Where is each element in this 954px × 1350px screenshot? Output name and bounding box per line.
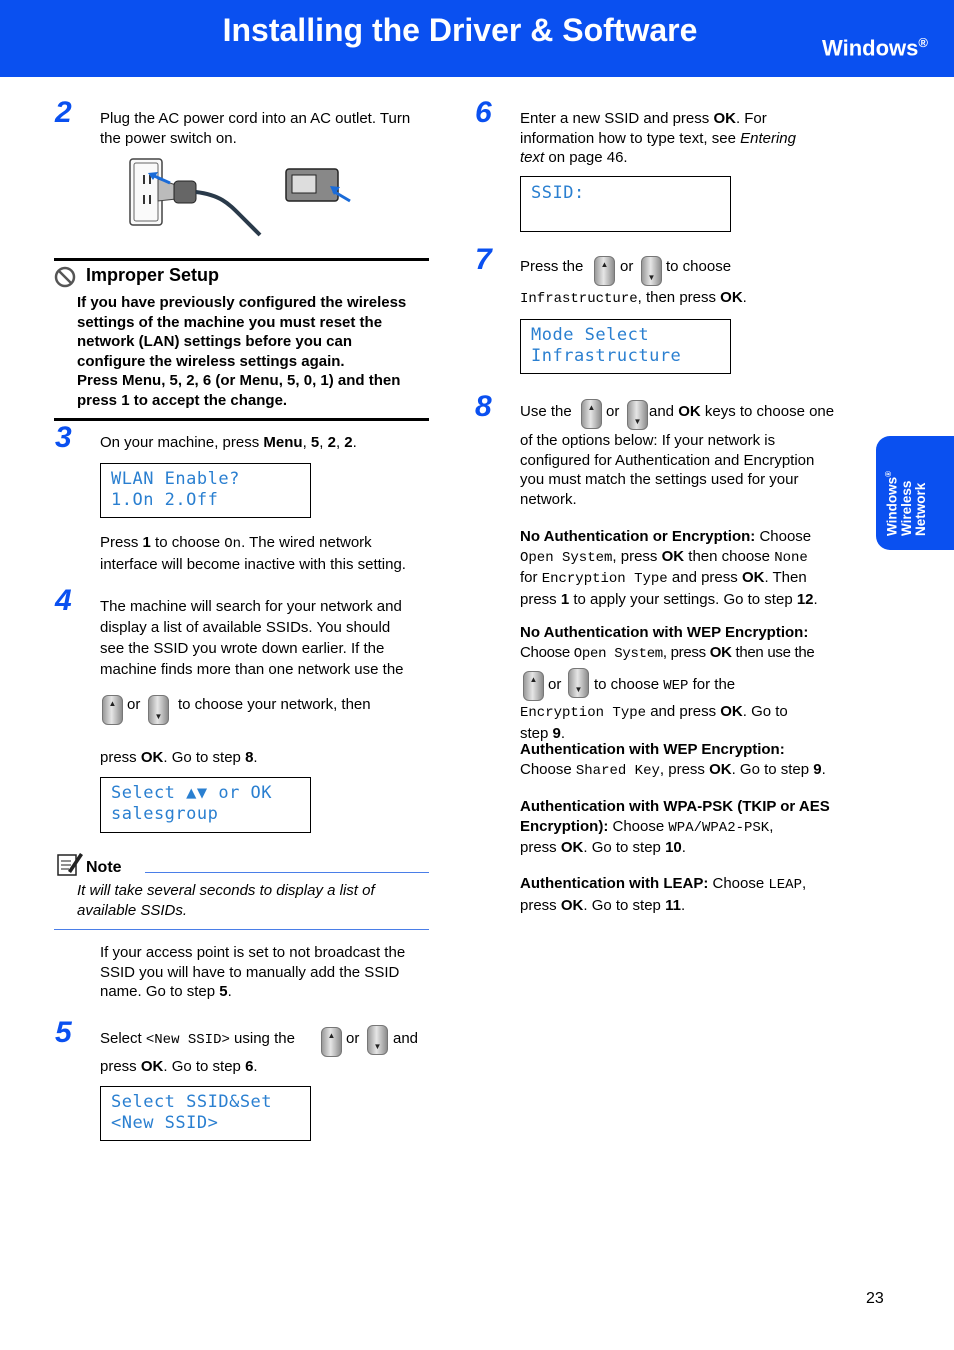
- step7-text: Infrastructure, then press OK.: [520, 289, 747, 307]
- step-number-7: 7: [475, 243, 492, 276]
- step-number-4: 4: [55, 584, 72, 617]
- note-rule-top: [145, 872, 429, 873]
- page-number: 23: [866, 1290, 884, 1307]
- step8-text: of the options below: If your network is configured for Authentication and Encryption you must match the settings used for your network.: [520, 432, 815, 508]
- lcd-display-mode-select: Mode Select Infrastructure: [520, 319, 731, 374]
- up-arrow-key-icon: ▲: [594, 256, 615, 286]
- step-number-8: 8: [475, 390, 492, 423]
- step-number-6: 6: [475, 96, 492, 129]
- step5-text: Select <New SSID> using the: [100, 1030, 295, 1048]
- note-title: Note: [86, 859, 122, 876]
- down-arrow-key-icon: ▼: [641, 256, 662, 286]
- wpa-section: Authentication with WPA-PSK (TKIP or AES Encryption): Choose WPA/WPA2-PSK, press OK. Go to step 10.: [520, 798, 830, 856]
- down-arrow-key-icon: ▼: [367, 1025, 388, 1055]
- lcd-display-wlan: WLAN Enable? 1.On 2.Off: [100, 463, 311, 518]
- down-arrow-key-icon: ▼: [568, 668, 589, 698]
- step-number-2: 2: [55, 96, 72, 129]
- up-arrow-key-icon: ▲: [523, 671, 544, 701]
- step8-keys-text: and OK keys to choose one: [649, 403, 835, 420]
- broadcast-text: If your access point is set to not broadcast the SSID you will have to manually add the SSID name. Go to step 5.: [100, 944, 406, 1000]
- prohibited-icon: [54, 266, 76, 288]
- step3-text: On your machine, press Menu, 5, 2, 2.: [100, 434, 357, 451]
- step4-text: The machine will search for your network and display a list of available SSIDs. You should see the SSID you wrote down earlier. If the machine finds more than one network use the: [100, 598, 404, 678]
- page-title: Installing the Driver & Software: [222, 12, 698, 48]
- lcd-display-ssid: SSID:: [520, 176, 731, 232]
- down-arrow-key-icon: ▼: [148, 695, 169, 725]
- side-tab: Windows® Wireless Network: [876, 436, 954, 550]
- wep-noauth-section: No Authentication with WEP Encryption: Choose Open System, press OK then use the: [520, 624, 815, 662]
- down-arrow-key-icon: ▼: [627, 400, 648, 430]
- up-arrow-key-icon: ▲: [321, 1027, 342, 1057]
- os-label: Windows®: [822, 35, 928, 61]
- step3-press-text: Press 1 to choose On. The wired network interface will become inactive with this setting.: [100, 534, 406, 573]
- step-number-5: 5: [55, 1016, 72, 1049]
- lcd-display-select-ssid: Select ▲▼ or OK salesgroup: [100, 777, 311, 833]
- improper-setup-title: Improper Setup: [86, 265, 220, 285]
- step5-press-ok: press OK. Go to step 6.: [100, 1058, 258, 1075]
- page-header: [0, 0, 954, 77]
- step6-text: Enter a new SSID and press OK. For information how to type text, see Entering text on page 46.: [520, 110, 796, 166]
- up-arrow-key-icon: ▲: [102, 695, 123, 725]
- step4-press-ok: press OK. Go to step 8.: [100, 749, 258, 766]
- improper-setup-bottom-rule: [54, 418, 429, 421]
- no-auth-section: No Authentication or Encryption: Choose Open System, press OK then choose None for Encryption Type and press OK. Then press 1 to apply your settings. Go to step 12.: [520, 528, 818, 608]
- improper-setup-top-rule: [54, 258, 429, 261]
- note-rule-bottom: [54, 929, 429, 930]
- leap-section: Authentication with LEAP: Choose LEAP, press OK. Go to step 11.: [520, 875, 807, 914]
- improper-setup-text: If you have previously configured the wireless settings of the machine you must reset the network (LAN) settings before you can configure the wireless settings again. Press Menu, 5, 2, 6 (or Menu, 5, 0, 1) and then press 1 to accept the change.: [77, 294, 407, 409]
- lcd-display-new-ssid: Select SSID&Set <New SSID>: [100, 1086, 311, 1141]
- up-arrow-key-icon: ▲: [581, 399, 602, 429]
- note-text: It will take several seconds to display a list of available SSIDs.: [77, 882, 375, 919]
- wep-auth-section: Authentication with WEP Encryption: Choose Shared Key, press OK. Go to step 9.: [520, 741, 826, 779]
- step2-text: Plug the AC power cord into an AC outlet. Turn the power switch on.: [100, 110, 411, 147]
- power-cord-illustration: [128, 155, 360, 237]
- note-icon: [56, 851, 84, 877]
- step-number-3: 3: [55, 421, 72, 454]
